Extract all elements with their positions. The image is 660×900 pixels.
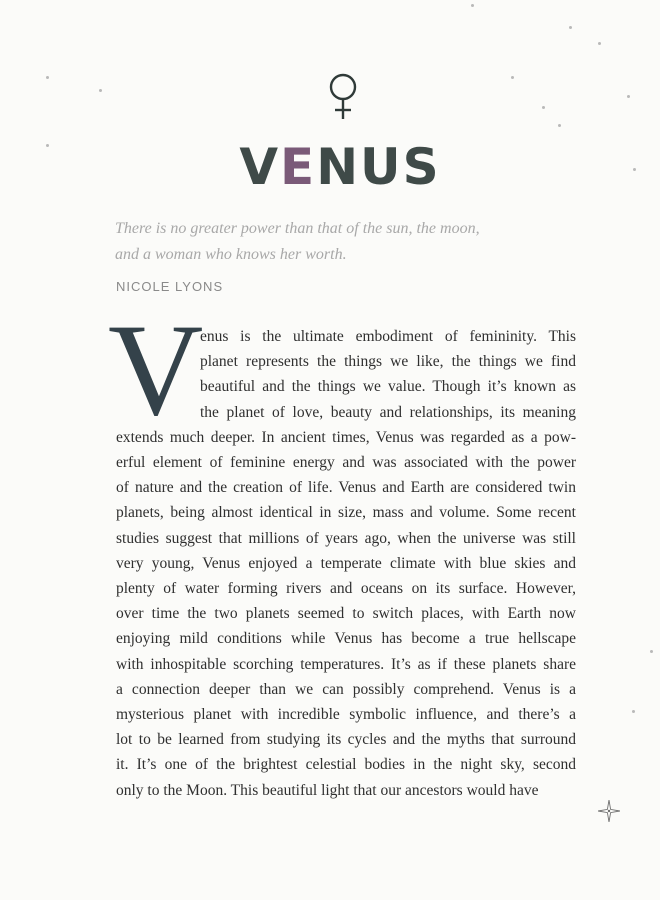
body-paragraph <box>116 324 576 803</box>
text-line: extends much deeper. In ancient times, Venus was regarded as a pow- <box>116 428 576 446</box>
speckle <box>632 710 635 713</box>
text-line: only to the Moon. This beautiful light that our ancestors would have <box>116 781 539 799</box>
speckle <box>511 76 514 79</box>
speckle <box>569 26 572 29</box>
page-title <box>0 138 660 196</box>
text-line: erful element of feminine energy and was associated with the power <box>116 454 576 472</box>
text-line: it. It’s one of the brightest celestial bodies in the night sky, second <box>116 756 576 774</box>
title-rest: NUS <box>316 138 441 196</box>
text-line: over time the two planets seemed to switch places, with Earth now <box>116 605 576 623</box>
venus-symbol-icon <box>318 70 368 122</box>
speckle <box>558 124 561 127</box>
quote-line: There is no greater power than that of the sun, the moon, <box>115 220 480 237</box>
text-line: beautiful and the things we value. Though it’s known as <box>200 378 576 396</box>
text-line: planets, being almost identical in size, mass and volume. Some recent <box>116 504 576 522</box>
quote-line: and a woman who knows her worth. <box>115 246 347 263</box>
speckle <box>598 42 601 45</box>
text-line: mysterious planet with incredible symbolic influence, and there’s a <box>116 706 576 724</box>
title-letter: V <box>239 138 281 196</box>
text-line: planet represents the things we like, the things we find <box>200 353 576 371</box>
speckle <box>650 650 653 653</box>
title-accent-letter: E <box>280 138 317 196</box>
epigraph-quote <box>115 216 555 268</box>
quote-author: NICOLE LYONS <box>116 279 224 294</box>
drop-cap: V <box>108 296 204 443</box>
text-line: studies suggest that millions of years ago, when the universe was still <box>116 529 576 547</box>
text-line: the planet of love, beauty and relationships, its meaning <box>200 403 576 421</box>
four-point-star-icon <box>598 800 620 822</box>
speckle <box>542 106 545 109</box>
text-line: of nature and the creation of life. Venus and Earth are considered twin <box>116 479 576 497</box>
text-line: very young, Venus enjoyed a temperate climate with blue skies and <box>116 554 576 572</box>
speckle <box>46 76 49 79</box>
text-line: lot to be learned from studying its cycles and the myths that surround <box>116 731 576 749</box>
speckle <box>99 89 102 92</box>
text-line: a connection deeper than we can possibly comprehend. Venus is a <box>116 680 576 698</box>
speckle <box>471 4 474 7</box>
text-line: enus is the ultimate embodiment of femininity. This <box>200 328 576 345</box>
speckle <box>627 95 630 98</box>
text-line: enjoying mild conditions while Venus has become a true hellscape <box>116 630 576 648</box>
text-line: plenty of water forming rivers and oceans on its surface. However, <box>116 580 576 598</box>
text-line: with inhospitable scorching temperatures. It’s as if these planets share <box>116 655 576 673</box>
